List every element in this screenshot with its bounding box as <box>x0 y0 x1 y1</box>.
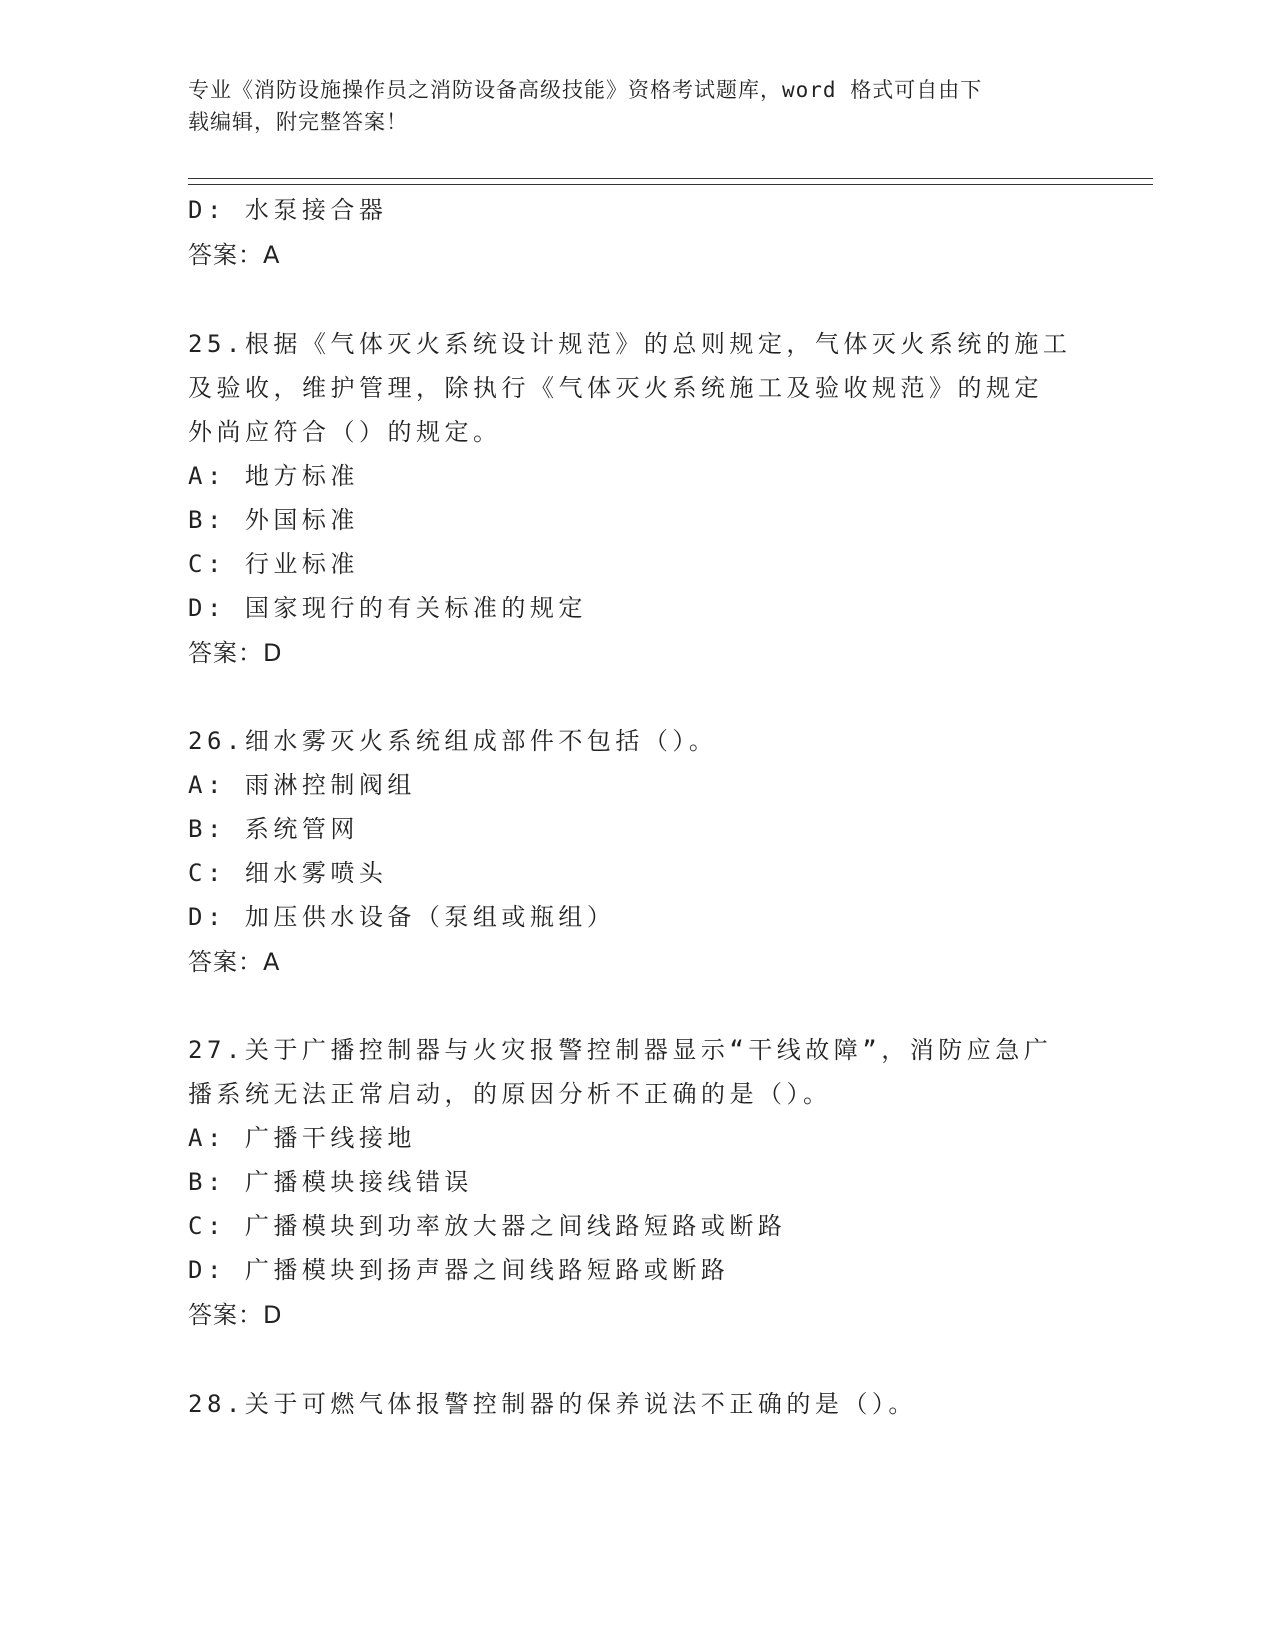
q26-option-d: D: 加压供水设备（泵组或瓶组） <box>188 903 616 931</box>
q25-option-d: D: 国家现行的有关标准的规定 <box>188 594 587 622</box>
q24-option-d: D: 水泵接合器 <box>188 196 388 224</box>
q25-option-b: B: 外国标准 <box>188 506 359 534</box>
q27-answer: 答案：D <box>188 1301 283 1329</box>
q27-stem-line-2: 播系统无法正常启动，的原因分析不正确的是（）。 <box>188 1080 832 1108</box>
q27-stem-line-1: 27.关于广播控制器与火灾报警控制器显示“干线故障”，消防应急广 <box>188 1036 1053 1064</box>
header-line-1: 专业《消防设施操作员之消防设备高级技能》资格考试题库，word 格式可自由下 <box>188 78 983 102</box>
q26-option-b: B: 系统管网 <box>188 815 359 843</box>
q26-option-c: C: 细水雾喷头 <box>188 859 388 887</box>
header-line-2: 载编辑，附完整答案！ <box>188 110 408 134</box>
q25-option-c: C: 行业标准 <box>188 550 359 578</box>
q25-stem-line-1: 25.根据《气体灭火系统设计规范》的总则规定，气体灭火系统的施工 <box>188 330 1072 358</box>
q25-stem-line-2: 及验收，维护管理，除执行《气体灭火系统施工及验收规范》的规定 <box>188 374 1043 402</box>
q28-stem-line-1: 28.关于可燃气体报警控制器的保养说法不正确的是（）。 <box>188 1390 917 1418</box>
q25-stem-line-3: 外尚应符合（）的规定。 <box>188 418 502 446</box>
q25-answer: 答案：D <box>188 639 283 667</box>
q26-answer: 答案：A <box>188 948 281 976</box>
header-divider-bottom <box>188 184 1153 185</box>
q27-option-b: B: 广播模块接线错误 <box>188 1168 473 1196</box>
q27-option-c: C: 广播模块到功率放大器之间线路短路或断路 <box>188 1212 787 1240</box>
q25-option-a: A: 地方标准 <box>188 462 359 490</box>
q26-stem-line-1: 26.细水雾灭火系统组成部件不包括（）。 <box>188 727 718 755</box>
q26-option-a: A: 雨淋控制阀组 <box>188 771 416 799</box>
q24-answer: 答案：A <box>188 241 281 269</box>
q27-option-d: D: 广播模块到扬声器之间线路短路或断路 <box>188 1256 730 1284</box>
document-header <box>188 74 1068 138</box>
header-divider-top <box>188 178 1153 179</box>
q27-option-a: A: 广播干线接地 <box>188 1124 416 1152</box>
